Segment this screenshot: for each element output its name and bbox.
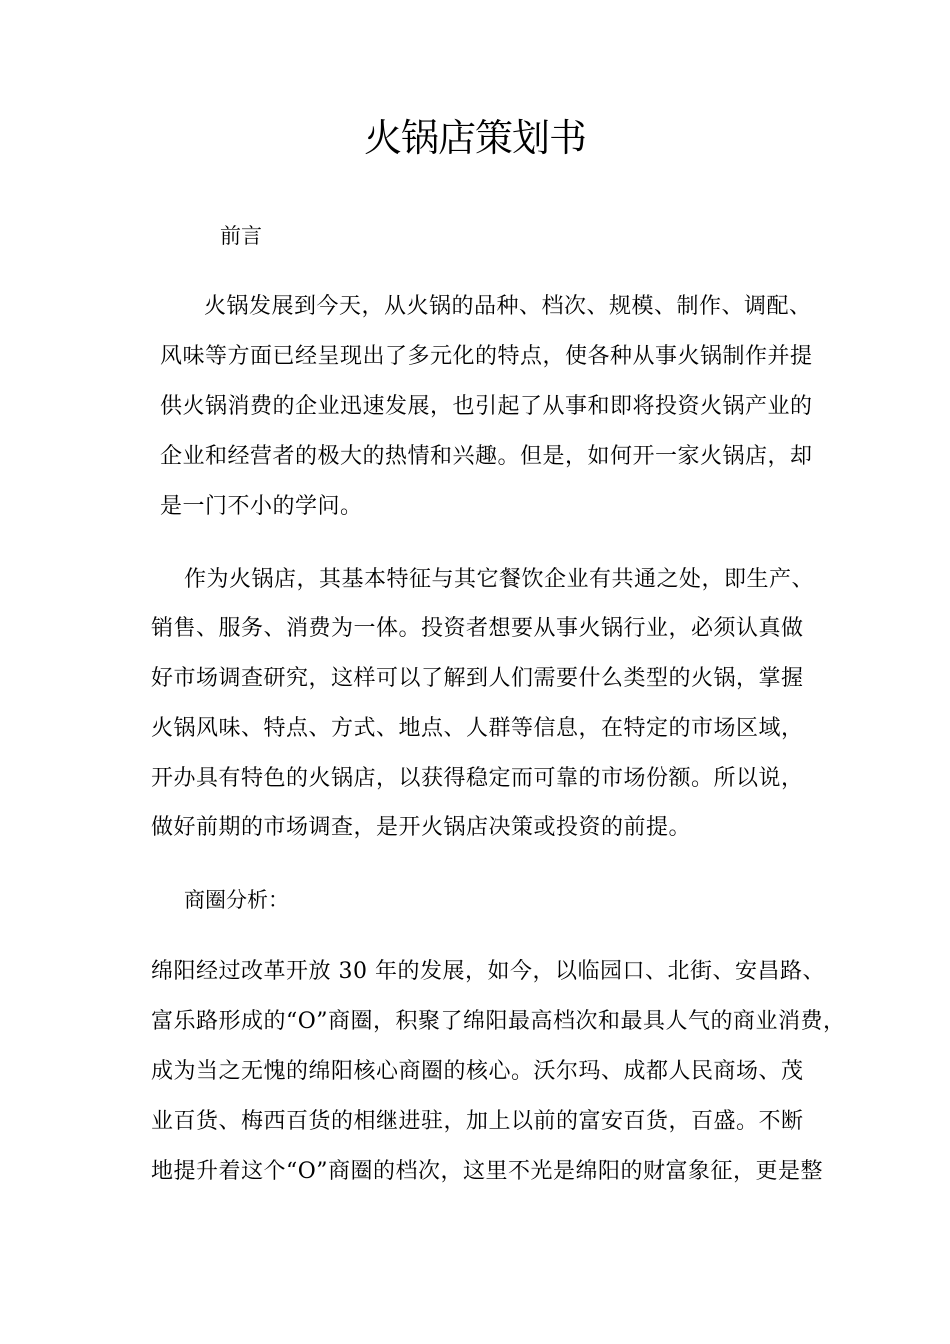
paragraph-line: 风味等方面已经呈现出了多元化的特点，使各种从事火锅制作并提 [160, 344, 813, 369]
paragraph-line: 富乐路形成的“O”商圈，积聚了绵阳最高档次和最具人气的商业消费， [151, 1009, 846, 1034]
paragraph-line: 销售、服务、消费为一体。投资者想要从事火锅行业，必须认真做 [151, 616, 804, 641]
paragraph-line: 作为火锅店，其基本特征与其它餐饮企业有共通之处，即生产、 [184, 567, 815, 592]
document-title: 火锅店策划书 [363, 116, 586, 160]
paragraph-line: 好市场调查研究，这样可以了解到人们需要什么类型的火锅，掌握 [151, 666, 804, 691]
section-heading: 商圈分析： [184, 888, 289, 912]
paragraph-line: 是一门不小的学问。 [160, 494, 363, 519]
paragraph-line: 成为当之无愧的绵阳核心商圈的核心。沃尔玛、成都人民商场、茂 [151, 1059, 804, 1084]
paragraph-line: 绵阳经过改革开放 30 年的发展，如今，以临园口、北街、安昌路、 [151, 959, 825, 984]
paragraph-line: 开办具有特色的火锅店，以获得稳定而可靠的市场份额。所以说， [151, 766, 804, 791]
paragraph-line: 业百货、梅西百货的相继进驻，加上以前的富安百货，百盛。不断 [151, 1109, 804, 1134]
paragraph-line: 做好前期的市场调查，是开火锅店决策或投资的前提。 [151, 815, 692, 840]
paragraph-line: 火锅风味、特点、方式、地点、人群等信息，在特定的市场区域， [151, 716, 804, 741]
paragraph-line: 供火锅消费的企业迅速发展，也引起了从事和即将投资火锅产业的 [160, 394, 813, 419]
paragraph-line: 企业和经营者的极大的热情和兴趣。但是，如何开一家火锅店，却 [160, 444, 813, 469]
paragraph-line: 火锅发展到今天，从火锅的品种、档次、规模、制作、调配、 [204, 294, 812, 319]
paragraph-line: 地提升着这个“O”商圈的档次，这里不光是绵阳的财富象征，更是整 [151, 1159, 824, 1184]
preface-heading: 前言 [220, 224, 262, 248]
